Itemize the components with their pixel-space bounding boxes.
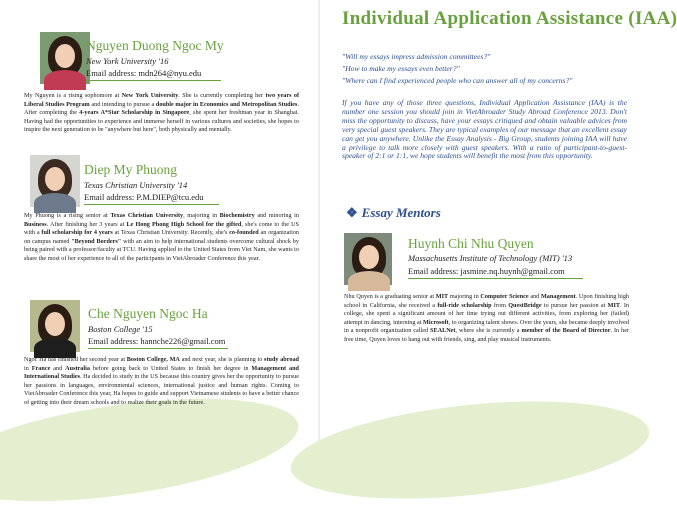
- diamond-bullet-icon: ❖: [346, 205, 358, 220]
- bio-text: My Phuong is a rising senior at: [24, 212, 111, 219]
- iaa-description: If you have any of those three questions, Individual Application Assistance (IAA) is the number one session you should join in VietAbroader Study Abroad Conference 2013. Don't miss the opportunity to discuss, have your essays critiqued and obtain valuable advices from very special guest speakers. They are typical examples of our message that an excellent essay can get you anywhere. Unlike the Essay Analysis - Big Group, students joining IAA will have a privilege to talk more closely with guest speakers. With a ratio of participant-to-guest-speaker of 2:1 or 1:1, we hope students will benefit the most from this opportunity.: [342, 98, 627, 161]
- bio-emphasis: full scholarship for 4 years: [41, 229, 113, 237]
- bio-emphasis: full-ride scholarship: [437, 301, 492, 309]
- mentor-bio: [344, 293, 629, 345]
- email-underline: [86, 80, 221, 81]
- bio-text: from: [491, 301, 509, 309]
- bio-emphasis: study abroad: [264, 356, 299, 363]
- email-address: hannche226@gmail.com: [140, 336, 226, 346]
- bio-text: and next year, she is planning to: [179, 356, 265, 363]
- email-underline: [88, 348, 228, 349]
- profile-school: Boston College '15: [88, 324, 153, 334]
- section-title: Individual Application Assistance (IAA): [342, 8, 677, 29]
- bio-text: majoring in: [448, 293, 481, 300]
- email-underline: [408, 278, 583, 279]
- question-1: "Will my essays impress admission committees?": [342, 52, 491, 61]
- profile-name: Nguyen Duong Ngoc My: [86, 38, 224, 53]
- bio-emphasis: Management: [540, 293, 576, 300]
- bio-text: , she's come to the US with a: [24, 220, 299, 237]
- bio-emphasis: France: [31, 364, 51, 372]
- bio-emphasis: co-founded: [229, 229, 259, 237]
- bio-emphasis: Management and International Studies: [24, 364, 299, 381]
- bio-text: . After finishing her 3 years at: [46, 220, 127, 228]
- bio-emphasis: 4-years A*Star Scholarship in Singapore: [79, 109, 190, 117]
- profile-name: Diep My Phuong: [84, 162, 178, 177]
- profile-photo-3: [30, 300, 80, 352]
- email-address: P.M.DIEP@tcu.edu: [136, 192, 204, 202]
- bio-emphasis: MIT: [607, 301, 620, 309]
- bio-text: . She is currently completing her: [178, 92, 266, 99]
- bio-emphasis: two years of Liberal Studies Program: [24, 92, 300, 108]
- mentor-photo: [344, 233, 392, 285]
- mentors-heading-text: Essay Mentors: [361, 205, 441, 220]
- profile-school: New York University '16: [86, 56, 169, 66]
- bio-text: . After completing the: [24, 100, 299, 117]
- bio-emphasis: MIT: [435, 293, 449, 300]
- email-label: Email address:: [88, 336, 139, 346]
- mentors-heading: [346, 205, 441, 221]
- bio-emphasis: Australia: [65, 364, 90, 372]
- bio-text: . Upon finishing high school in California, she received a: [344, 293, 630, 309]
- question-3: "Where can I find experienced people who can answer all of my concerns?": [342, 76, 573, 85]
- left-page: [0, 0, 318, 452]
- mentor-email: [408, 266, 565, 276]
- bio-text: . In her free time, Quyen loves to hang out with friends, sing, and play musical instruments.: [344, 327, 629, 343]
- bio-emphasis: "Beyond Borders": [71, 237, 122, 245]
- bio-text: and minoring in: [254, 212, 299, 219]
- bio-emphasis: Computer Science: [480, 293, 529, 300]
- bio-text: . In college, she spent a significant amount of her time trying out different activities, from exploring her (failed) attempt in dancing, interning at: [344, 301, 630, 326]
- email-address: jasmine.nq.huynh@gmail.com: [460, 266, 565, 276]
- bio-emphasis: Texas Christian University: [110, 212, 184, 219]
- bio-text: at Texas Christian University. Recently, she's: [112, 229, 230, 237]
- bio-text: an organization on campus named: [24, 229, 300, 245]
- bio-text: , majoring in: [183, 212, 220, 219]
- profile-photo-2: [30, 155, 80, 207]
- email-label: Email address:: [408, 266, 459, 276]
- profile-email: [86, 68, 201, 78]
- bio-text: and: [528, 293, 541, 300]
- right-page: [320, 0, 677, 452]
- profile-photo-1: [40, 32, 90, 84]
- question-2: "How to make my essays even better?": [342, 64, 460, 73]
- bio-text: , where she is currently a: [455, 327, 522, 335]
- bio-text: , to organizing talent shows. Over the years, she became deeply involved in a nonprofit organization called: [344, 318, 630, 335]
- profile-bio: [24, 92, 299, 135]
- profile-email: [88, 336, 225, 346]
- mentor-school: Massachusetts Institute of Technology (MIT) '13: [408, 253, 573, 263]
- bio-text: My Nguyen is a rising sophomore at: [24, 92, 122, 99]
- profile-bio: [24, 212, 299, 264]
- bio-emphasis: member of the Board of Director: [521, 327, 611, 335]
- profile-school: Texas Christian University '14: [84, 180, 188, 190]
- bio-emphasis: New York University: [121, 92, 179, 99]
- bio-text: with an aim to help international students overcome cultural shock by being paired with a professor/faculty at TCU. Having applied to the United States from Viet Nam, she wants to share the most of her experience to all of the participants in VietAbroader Conference this year.: [24, 237, 299, 262]
- mentor-name: Huynh Chi Nhu Quyen: [408, 236, 534, 251]
- bio-emphasis: Business: [24, 220, 47, 228]
- profile-email: [84, 192, 204, 202]
- email-label: Email address:: [84, 192, 135, 202]
- bio-text: before going back to United States to finish her degree in: [89, 364, 252, 372]
- bio-emphasis: SEALNet: [430, 327, 456, 335]
- bio-text: in: [24, 364, 32, 372]
- bio-text: , she spent her freshman year in Shanghai. Having had the opportunities to experience and immerse herself in various cultures and societies, she hopes to inspire the next generation to be "anywhere but here", both physically and mentally.: [24, 109, 299, 134]
- bio-text: to pursue her passion at: [541, 301, 608, 309]
- decorative-swoosh: [286, 386, 653, 513]
- bio-text: and: [50, 364, 66, 372]
- bio-emphasis: QuestBridge: [508, 301, 542, 309]
- bio-emphasis: double major in Economics and Metropolitan Studies: [155, 100, 298, 108]
- bio-emphasis: Microsoft: [423, 318, 449, 326]
- bio-text: Nhu Quyen is a graduating senior at: [344, 293, 436, 300]
- bio-text: and intending to pursue a: [89, 100, 156, 108]
- email-underline: [84, 204, 219, 205]
- bio-emphasis: Boston College, MA: [126, 356, 180, 363]
- bio-text: . Ha decided to study in the US because this country gives her the opportunity to pursue her passions in languages, environmental sciences, international justice and human rights. Coming to VietAbroader Conference this year, Ha hopes to guide and support Vietnamese students to have a better chance of getting into their dream schools and to realize their goals in the future.: [24, 373, 300, 406]
- email-address: mdn264@nyu.edu: [138, 68, 202, 78]
- bio-text: Ngoc Ha has finished her second year at: [24, 356, 127, 363]
- email-label: Email address:: [86, 68, 137, 78]
- profile-bio: [24, 356, 299, 408]
- bio-emphasis: Le Hong Phong High School for the gifted: [126, 220, 242, 228]
- bio-emphasis: Biochemistry: [219, 212, 255, 219]
- profile-name: Che Nguyen Ngoc Ha: [88, 306, 208, 321]
